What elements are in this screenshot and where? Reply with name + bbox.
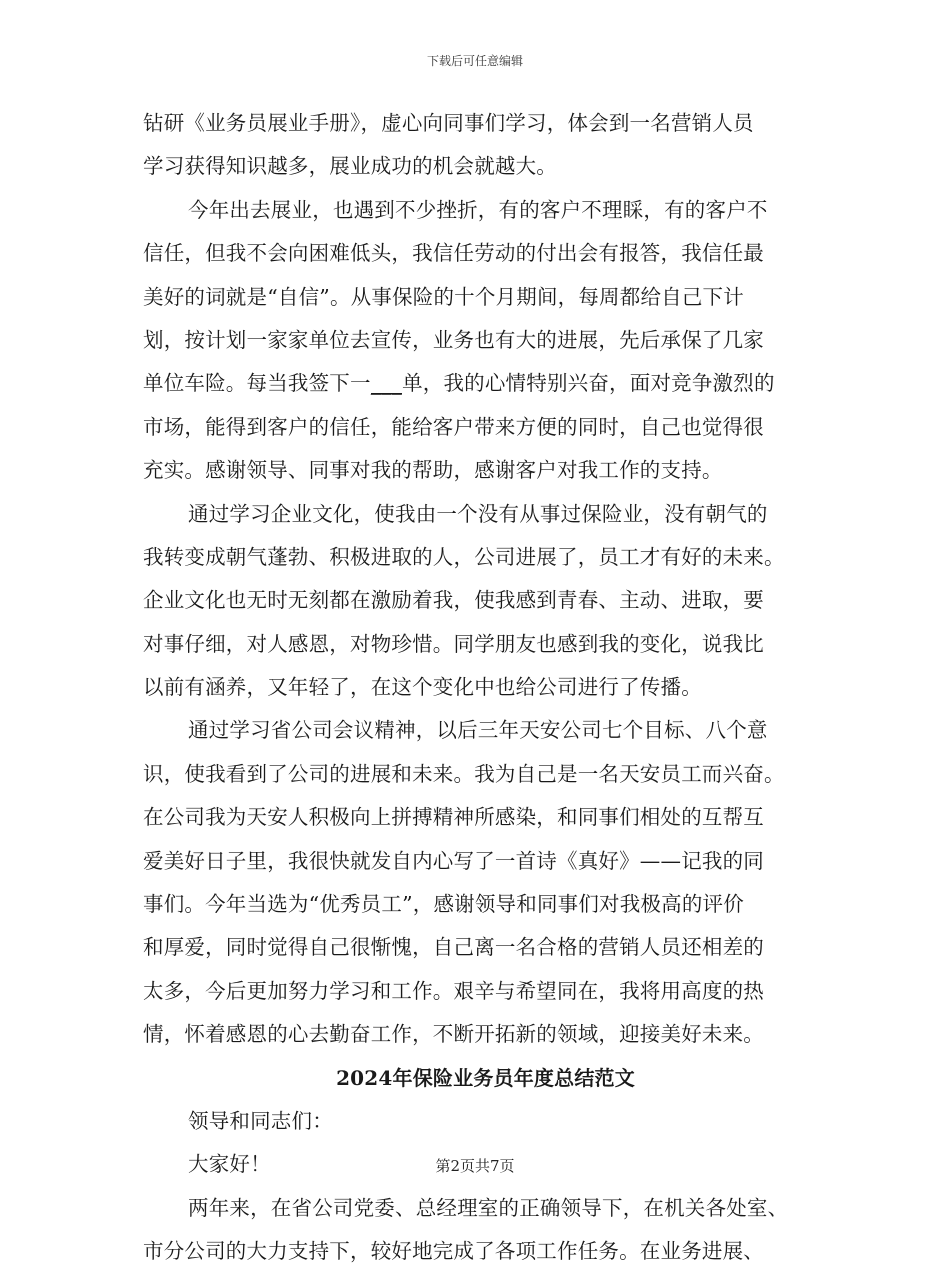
text-line: 学习获得知识越多，展业成功的机会就越大。 — [143, 154, 557, 179]
text-line: 两年来，在省公司党委、总经理室的正确领导下，在机关各处室、 — [188, 1195, 789, 1220]
page-header-note: 下载后可任意编辑 — [426, 54, 523, 68]
salutation: 领导和同志们： — [188, 1108, 333, 1133]
text-line: 市场，能得到客户的信任，能给客户带来方便的同时，自己也觉得很 — [143, 414, 764, 439]
text-line: 信任，但我不会向困难低头，我信任劳动的付出会有报答，我信任最 — [143, 241, 764, 266]
text-line: 企业文化也无时无刻都在激励着我，使我感到青春、主动、进取，要 — [143, 588, 764, 613]
text-line: 太多，今后更加努力学习和工作。艰辛与希望同在，我将用高度的热 — [143, 978, 764, 1003]
text-line: 我转变成朝气蓬勃、积极进取的人，公司进展了，员工才有好的未来。 — [143, 544, 785, 569]
text-line: 通过学习企业文化，使我由一个没有从事过保险业，没有朝气的 — [188, 501, 768, 526]
text-line: 情，怀着感恩的心去勤奋工作，不断开拓新的领域，迎接美好未来。 — [143, 1022, 764, 1047]
page-number: 第2页共7页 — [435, 1157, 515, 1175]
text-line: 爱美好日子里，我很快就发自内心写了一首诗《真好》——记我的同 — [143, 848, 764, 873]
text-segment: 单，我的心情特别兴奋，面对竞争激烈的 — [402, 371, 775, 396]
fill-in-blank: ___ — [370, 371, 403, 396]
paragraph-3 — [143, 493, 808, 710]
text-line: 划，按计划一家家单位去宣传，业务也有大的进展，先后承保了几家 — [143, 327, 764, 352]
text-line: 在公司我为天安人积极向上拼搏精神所感染，和同事们相处的互帮互 — [143, 805, 764, 830]
text-line: 以前有涵养，又年轻了，在这个变化中也给公司进行了传播。 — [143, 675, 702, 700]
text-line: 事们。今年当选为“优秀员工”，感谢领导和同事们对我极高的评价 — [143, 892, 744, 917]
text-line: 美好的词就是“自信”。从事保险的十个月期间，每周都给自己下计 — [143, 284, 744, 309]
text-line: 和厚爱，同时觉得自己很惭愧，自己离一名合格的营销人员还相差的 — [143, 935, 764, 960]
text-segment: 单位车险。每当我签下一 — [143, 371, 371, 396]
text-line: 充实。感谢领导、同事对我的帮助，感谢客户对我工作的支持。 — [143, 458, 723, 483]
paragraph-4 — [143, 709, 808, 1056]
text-line: 今年出去展业，也遇到不少挫折，有的客户不理睬，有的客户不 — [188, 197, 768, 222]
document-body — [143, 102, 808, 1274]
greeting: 大家好！ — [188, 1152, 271, 1177]
text-line: 对事仔细，对人感恩，对物珍惜。同学朋友也感到我的变化，说我比 — [143, 631, 764, 656]
paragraph-2 — [143, 189, 808, 493]
text-line: 通过学习省公司会议精神，以后三年天安公司七个目标、八个意 — [188, 718, 768, 743]
paragraph-1 — [143, 102, 808, 189]
section-title: 2024年保险业务员年度总结范文 — [336, 1065, 635, 1090]
text-line: 钻研《业务员展业手册》，虚心向同事们学习，体会到一名营销人员 — [143, 111, 754, 135]
text-line: 识，使我看到了公司的进展和未来。我为自己是一名天安员工而兴奋。 — [143, 761, 785, 786]
text-line: 市分公司的大力支持下，较好地完成了各项工作任务。在业务进展、 — [143, 1239, 764, 1264]
text-line — [143, 362, 808, 405]
paragraph-5 — [143, 1187, 808, 1274]
